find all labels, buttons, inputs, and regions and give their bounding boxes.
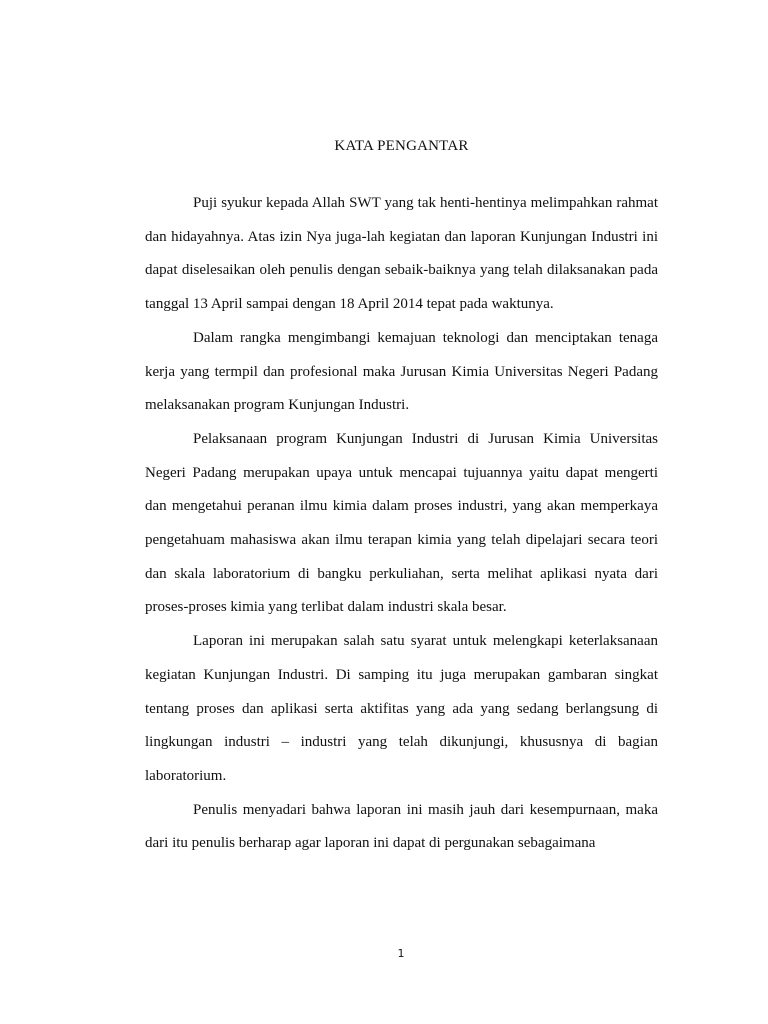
paragraph-1: Puji syukur kepada Allah SWT yang tak henti-hentinya melimpahkan rahmat dan hidayahnya. Atas izin Nya juga-lah kegiatan dan laporan Kunjungan Industri ini dapat diselesaikan oleh penulis dengan sebaik-baiknya yang telah dilaksanakan pada tanggal 13 April sampai dengan 18 April 2014 tepat pada waktunya. — [145, 195, 658, 313]
page-number: 1 — [397, 947, 405, 960]
paragraph-3: Pelaksanaan program Kunjungan Industri di Jurusan Kimia Universitas Negeri Padang merupakan upaya untuk mencapai tujuannya yaitu dapat mengerti dan mengetahui peranan ilmu kimia dalam proses industri, yang akan memperkaya pengetahuam mahasiswa akan ilmu terapan kimia yang telah dipelajari secara teori dan skala laboratorium di bangku perkuliahan, serta melihat aplikasi nyata dari proses-proses kimia yang terlibat dalam industri skala besar. — [145, 430, 658, 616]
document-body — [145, 187, 658, 861]
paragraph-2: Dalam rangka mengimbangi kemajuan teknologi dan menciptakan tenaga kerja yang termpil dan profesional maka Jurusan Kimia Universitas Negeri Padang melaksanakan program Kunjungan Industri. — [145, 329, 658, 414]
page-title: KATA PENGANTAR — [334, 138, 469, 154]
paragraph-5: Penulis menyadari bahwa laporan ini masih jauh dari kesempurnaan, maka dari itu penulis berharap agar laporan ini dapat di pergunakan sebagaimana — [145, 801, 658, 852]
paragraph-4: Laporan ini merupakan salah satu syarat untuk melengkapi keterlaksanaan kegiatan Kunjungan Industri. Di samping itu juga merupakan gambaran singkat tentang proses dan aplikasi serta aktifitas yang ada yang sedang berlangsung di lingkungan industri – industri yang telah dikunjungi, khususnya di bagian laboratorium. — [145, 633, 658, 784]
